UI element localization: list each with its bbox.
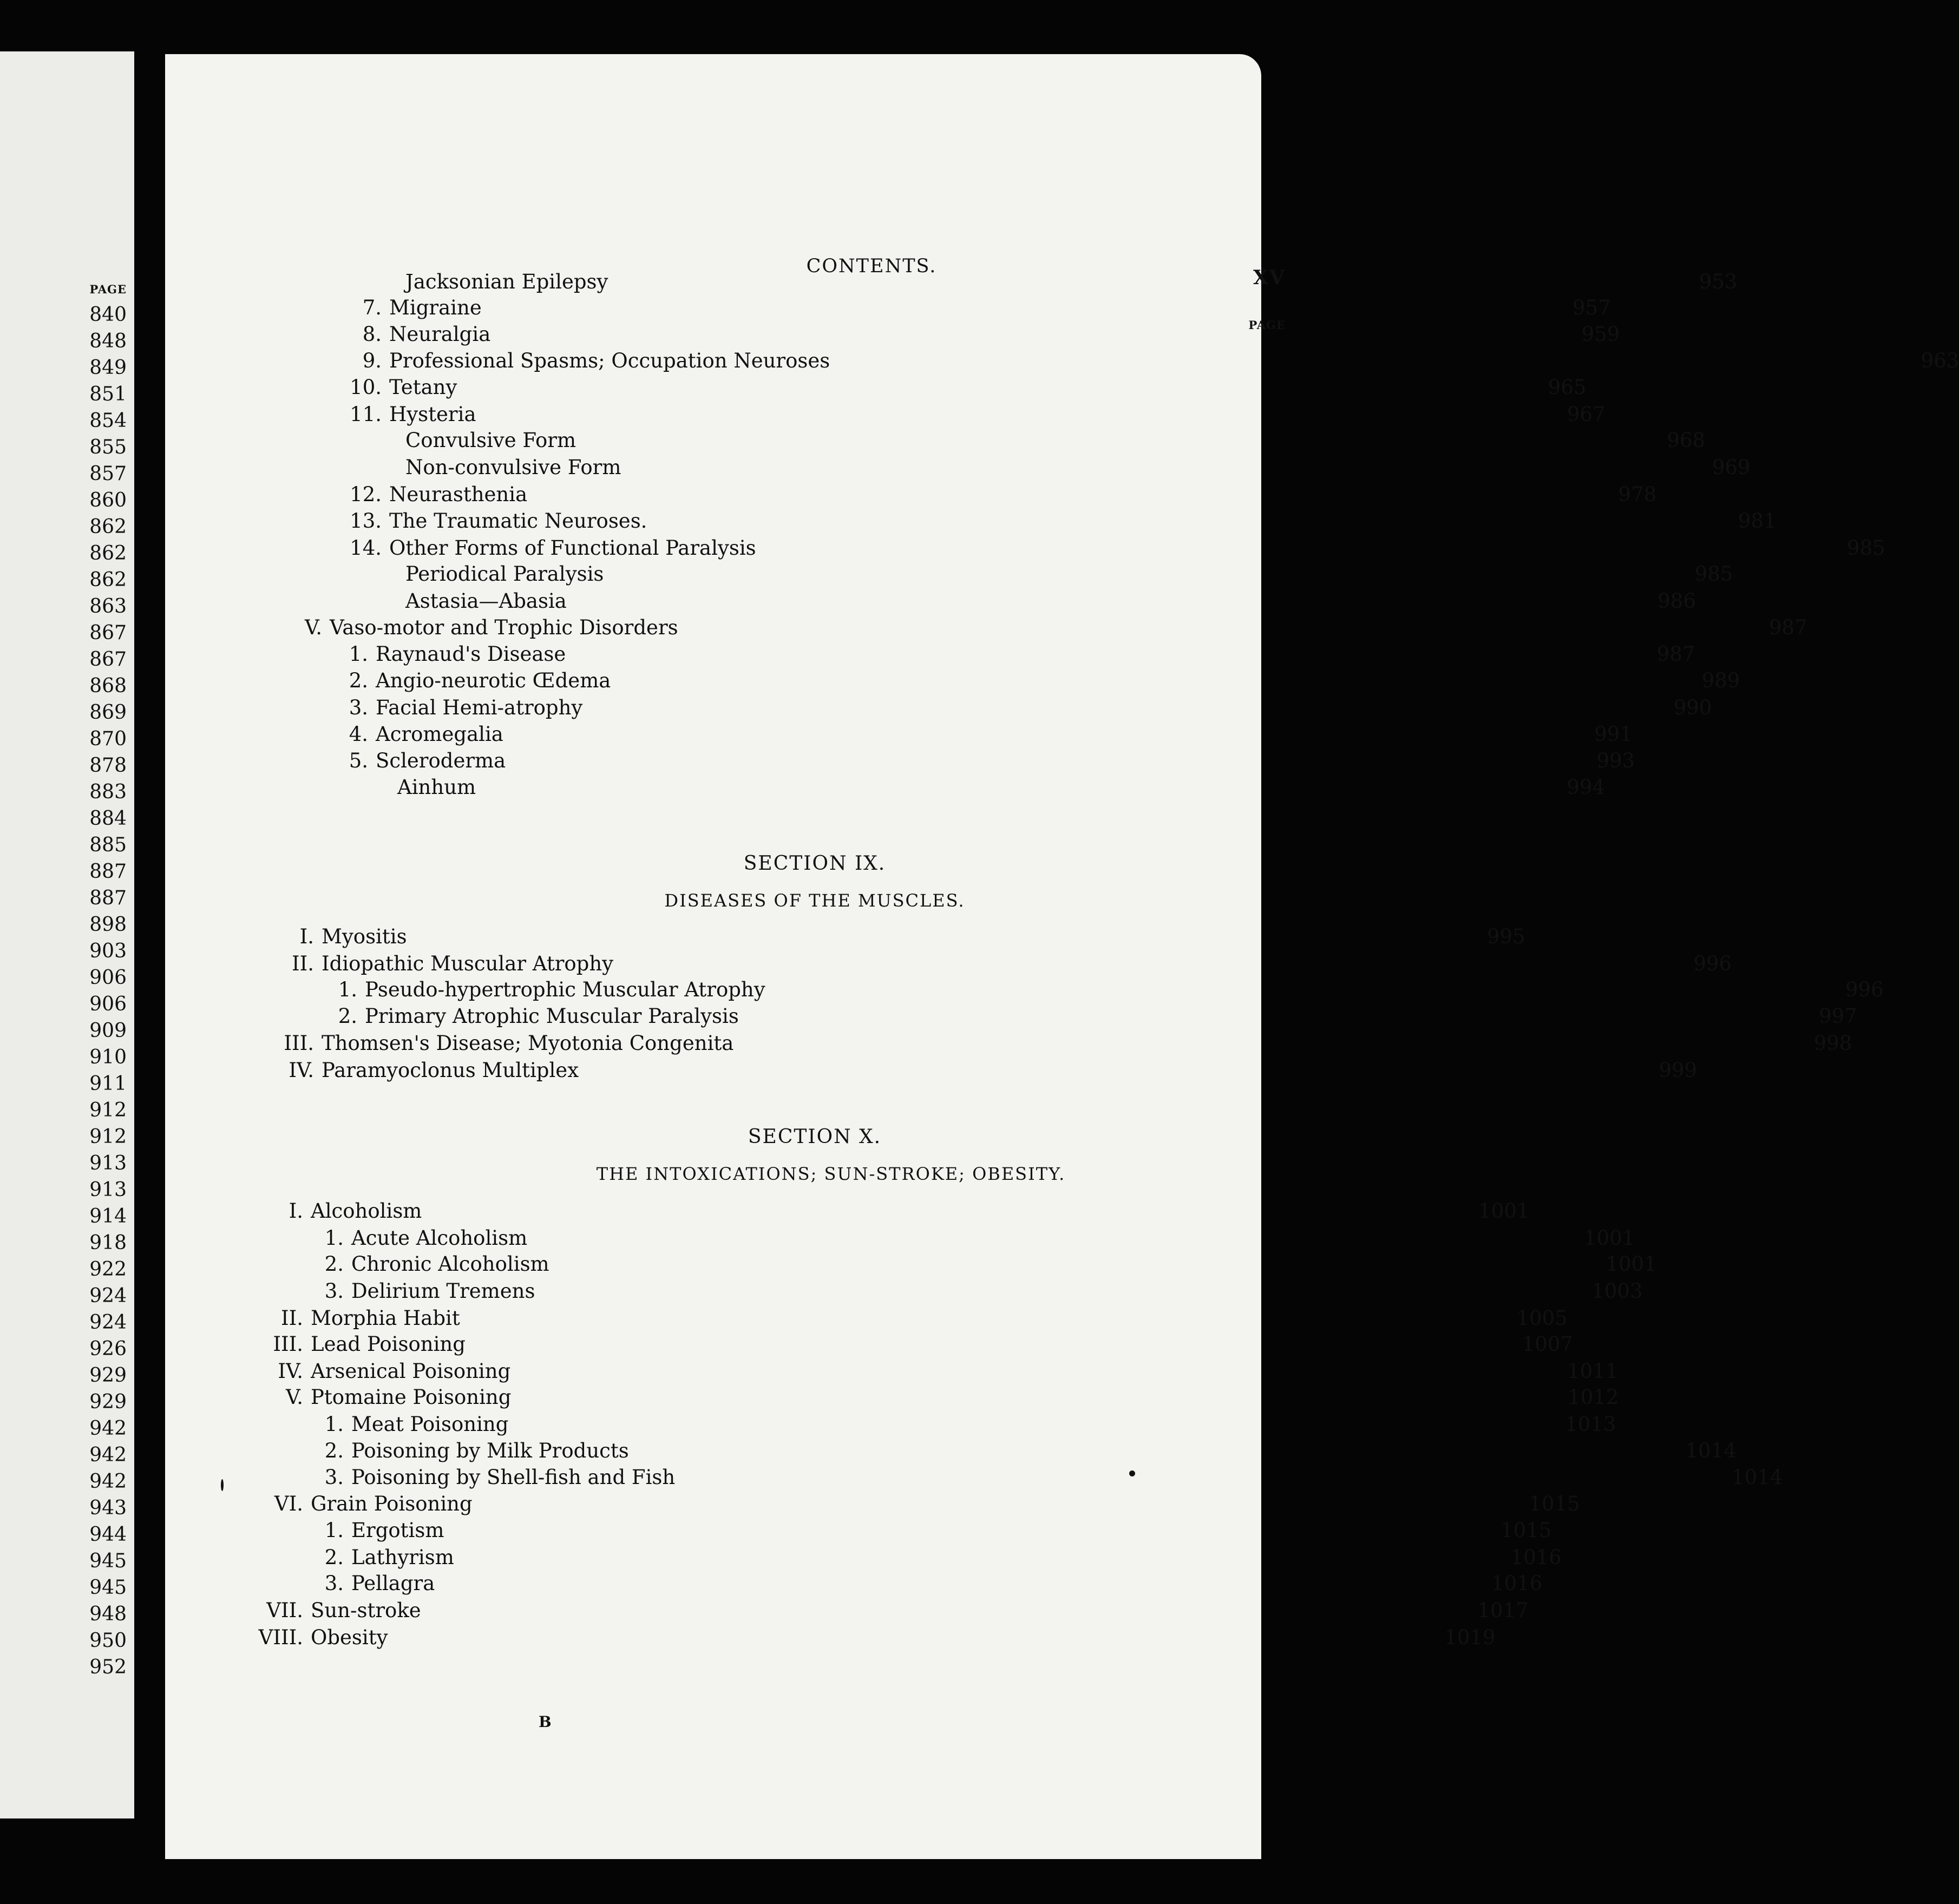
toc-entry-page: 1001 [1478, 1199, 1530, 1223]
toc-entry-title: Astasia—Abasia [405, 589, 567, 613]
left-page-number: 878 [89, 754, 127, 777]
toc-entry [290, 614, 1807, 639]
left-page-number-column [18, 278, 127, 1680]
toc-entry [311, 1250, 1657, 1276]
left-page-number: 909 [89, 1020, 127, 1042]
toc-entry-page: 997 [1819, 1004, 1857, 1028]
toc-entry-title: Alcoholism [311, 1199, 422, 1223]
left-page-number: 914 [89, 1205, 127, 1227]
toc-entry [333, 507, 1777, 533]
page-folio: XV [1253, 266, 1286, 289]
toc-entry [233, 1597, 1529, 1622]
toc-entry-page: 1011 [1567, 1360, 1619, 1383]
toc-entry [233, 1357, 1619, 1383]
toc-entry-page: 1001 [1584, 1226, 1635, 1250]
left-page-number: 912 [89, 1126, 127, 1148]
toc-entry-page: 1003 [1591, 1279, 1643, 1303]
toc-entry-title: Raynaud's Disease [376, 642, 566, 666]
toc-entry-title: Acromegalia [376, 723, 503, 746]
left-page-number: 883 [89, 781, 127, 803]
toc-entry-number: 9. [362, 349, 382, 372]
toc-entry-page: 963 [1921, 349, 1959, 372]
toc-entry-number: 7. [362, 296, 382, 319]
left-page-number: 867 [89, 648, 127, 671]
toc-entry [311, 1516, 1552, 1542]
toc-entry [333, 347, 1959, 372]
printer-signature-mark: B [539, 1713, 552, 1731]
toc-entry-number: VI. [274, 1492, 303, 1515]
toc-entry-title: The Traumatic Neuroses. [389, 509, 647, 533]
toc-entry [311, 1463, 1783, 1489]
toc-entry-number: V. [285, 1386, 303, 1409]
toc-entry-title: Jacksonian Epilepsy [405, 270, 608, 293]
toc-entry-page: 1016 [1491, 1572, 1543, 1595]
left-page-number: 950 [89, 1630, 127, 1652]
toc-entry [311, 1570, 1543, 1595]
toc-entry-page: 985 [1847, 536, 1885, 560]
toc-entry-title: Delirium Tremens [351, 1279, 535, 1303]
toc-entry [254, 1029, 1852, 1055]
left-page-number: 870 [89, 728, 127, 750]
left-page-number: 912 [89, 1099, 127, 1121]
section-subheading: THE INTOXICATIONS; SUN-STROKE; OBESITY. [596, 1164, 1066, 1184]
running-head: CONTENTS. [806, 255, 937, 277]
left-page-number: 924 [89, 1311, 127, 1334]
left-page-number: 862 [89, 569, 127, 591]
toc-entry [311, 1277, 1643, 1303]
toc-entry [336, 720, 1633, 746]
toc-entry [333, 320, 1620, 346]
toc-entry-title: Meat Poisoning [351, 1413, 509, 1436]
toc-entry-title: Migraine [389, 296, 482, 319]
toc-entry-page: 968 [1667, 429, 1706, 452]
left-page-number: 887 [89, 887, 127, 909]
toc-entry-title: Primary Atrophic Muscular Paralysis [365, 1004, 739, 1028]
toc-entry-title: Non-convulsive Form [405, 456, 621, 479]
toc-entry-title: Ptomaine Poisoning [311, 1386, 512, 1409]
left-page-number: 867 [89, 622, 127, 644]
toc-entry-title: Tetany [389, 376, 457, 399]
toc-entry-title: Neuralgia [389, 323, 491, 346]
toc-entry [333, 268, 1738, 293]
toc-entry-title: Ainhum [397, 776, 476, 799]
toc-entry [333, 294, 1611, 319]
toc-entry-title: Facial Hemi-atrophy [376, 696, 583, 719]
toc-entry [333, 481, 1657, 506]
left-page-number: 948 [89, 1603, 127, 1625]
toc-entry-title: Chronic Alcoholism [351, 1252, 549, 1276]
toc-entry-page: 990 [1673, 696, 1712, 719]
toc-entry-number: III. [273, 1332, 303, 1356]
left-page-number: 910 [89, 1046, 127, 1068]
left-page-number: 924 [89, 1285, 127, 1307]
toc-entry-number: 5. [349, 749, 368, 772]
toc-entry-title: Morphia Habit [311, 1306, 460, 1330]
toc-entry-number: 2. [349, 669, 368, 692]
toc-entry-page: 999 [1659, 1059, 1698, 1082]
toc-entry-page: 1001 [1606, 1252, 1657, 1276]
left-page-number: 913 [89, 1152, 127, 1174]
toc-entry-title: Neurasthenia [389, 483, 528, 506]
left-page-number: 885 [89, 834, 127, 856]
toc-entry-number: I. [289, 1199, 303, 1223]
toc-entry-title: Lathyrism [351, 1546, 454, 1569]
toc-entry-number: 11. [350, 403, 382, 426]
toc-entry-number: 14. [350, 536, 382, 560]
toc-entry-page: 986 [1657, 589, 1696, 613]
left-page-number: 942 [89, 1470, 127, 1493]
toc-entry-page: 969 [1712, 456, 1751, 479]
toc-entry-page: 995 [1486, 925, 1525, 948]
left-page-number: 863 [89, 595, 127, 618]
toc-entry-number: 3. [324, 1466, 344, 1489]
left-page-number: 857 [89, 463, 127, 485]
toc-entry-page: 1019 [1444, 1626, 1496, 1649]
toc-entry-page: 996 [1693, 952, 1732, 975]
toc-entry-page: 967 [1567, 403, 1606, 426]
toc-entry-page: 1017 [1477, 1599, 1529, 1622]
scan-speck [1129, 1470, 1135, 1476]
toc-entry-page: 991 [1594, 723, 1633, 746]
left-page-number: 929 [89, 1391, 127, 1413]
toc-entry-number: 13. [350, 509, 382, 533]
toc-entry-title: Paramyoclonus Multiplex [322, 1059, 579, 1082]
toc-entry-number: 4. [349, 723, 368, 746]
toc-entry-number: 12. [350, 483, 382, 506]
toc-entry [233, 1624, 1496, 1649]
left-page-number: 903 [89, 940, 127, 962]
toc-entry-page: 985 [1694, 562, 1733, 586]
toc-entry-page: 994 [1567, 776, 1606, 799]
toc-entry-number: IV. [278, 1360, 303, 1383]
left-page-number: 913 [89, 1179, 127, 1201]
toc-entry-title: Periodical Paralysis [405, 562, 604, 586]
toc-entry-title: Vaso-motor and Trophic Disorders [330, 616, 678, 639]
toc-entry-number: II. [292, 952, 314, 975]
toc-entry-title: Convulsive Form [405, 429, 576, 452]
toc-entry-number: 3. [324, 1572, 344, 1595]
left-page-number: 854 [89, 410, 127, 432]
toc-entry-number: 2. [324, 1252, 344, 1276]
left-page-number: 906 [89, 967, 127, 989]
left-page-number: 943 [89, 1497, 127, 1519]
toc-entry [233, 1490, 1580, 1515]
toc-entry [333, 426, 1706, 452]
section-heading: SECTION X. [748, 1126, 882, 1148]
toc-entry-number: 1. [324, 1226, 344, 1250]
left-page-number: 860 [89, 489, 127, 511]
toc-entry-page: 993 [1596, 749, 1635, 772]
left-page-number: 869 [89, 701, 127, 724]
toc-entry [311, 1544, 1562, 1569]
left-page-number: 862 [89, 516, 127, 538]
toc-entry [254, 923, 1525, 948]
left-page-number: 942 [89, 1444, 127, 1466]
toc-entry [311, 1437, 1737, 1462]
left-page-number: 906 [89, 993, 127, 1015]
toc-entry-title: Hysteria [389, 403, 476, 426]
toc-entry-number: IV. [289, 1059, 314, 1082]
toc-entry-number: 1. [338, 978, 357, 1001]
toc-entry-title: Pseudo-hypertrophic Muscular Atrophy [365, 978, 765, 1001]
left-page-number: 911 [89, 1073, 127, 1095]
toc-entry-title: Angio-neurotic Œdema [376, 669, 611, 692]
toc-entry-number: 8. [362, 323, 382, 346]
left-page-number: 926 [89, 1338, 127, 1360]
toc-entry-page: 953 [1699, 270, 1738, 293]
toc-entry [233, 1197, 1530, 1223]
left-page-number: 887 [89, 861, 127, 883]
toc-entry-title: Idiopathic Muscular Atrophy [322, 952, 614, 975]
toc-entry-page: 959 [1581, 323, 1620, 346]
section-subheading: DISEASES OF THE MUSCLES. [664, 890, 965, 911]
toc-entry-number: I. [299, 925, 314, 948]
left-page-number-list [18, 301, 127, 1680]
left-page-number: 849 [89, 357, 127, 379]
toc-entry [333, 534, 1885, 560]
toc-entry-page: 989 [1701, 669, 1740, 692]
toc-entry [336, 747, 1635, 772]
toc-entry [333, 454, 1751, 479]
toc-entry-number: 2. [324, 1439, 344, 1462]
toc-entry-page: 957 [1573, 296, 1611, 319]
toc-entry-number: VII. [266, 1599, 303, 1622]
toc-entry [325, 1002, 1857, 1028]
toc-entry-page: 987 [1656, 642, 1695, 666]
toc-entry-title: Scleroderma [376, 749, 506, 772]
toc-entry-page: 1015 [1529, 1492, 1580, 1515]
toc-entry [333, 773, 1606, 799]
toc-entry [311, 1410, 1616, 1436]
scan-speck [221, 1479, 224, 1491]
toc-entry-number: 1. [349, 642, 368, 666]
toc-entry [333, 587, 1696, 613]
toc-entry-title: Poisoning by Shell-fish and Fish [351, 1466, 676, 1489]
toc-entry [233, 1304, 1568, 1330]
toc-entry-title: Sun-stroke [311, 1599, 421, 1622]
left-page-fragment [0, 51, 134, 1818]
toc-entry-page: 996 [1845, 978, 1884, 1001]
toc-entry-number: 1. [324, 1519, 344, 1542]
left-page-number: 848 [89, 330, 127, 352]
left-page-number: 944 [89, 1524, 127, 1546]
toc-entry-page: 1007 [1522, 1332, 1573, 1356]
left-page-number: 942 [89, 1417, 127, 1440]
contents-page [165, 54, 1959, 1859]
toc-entry [333, 560, 1733, 586]
toc-entry [336, 640, 1695, 666]
toc-entry-title: Lead Poisoning [311, 1332, 466, 1356]
toc-entry-title: Poisoning by Milk Products [351, 1439, 629, 1462]
toc-entry-number: 10. [350, 376, 382, 399]
toc-entry-page: 1015 [1501, 1519, 1552, 1542]
toc-entry-title: Thomsen's Disease; Myotonia Congenita [322, 1032, 734, 1055]
toc-entry [254, 1056, 1698, 1082]
left-page-number: 840 [89, 304, 127, 326]
toc-entry-title: Grain Poisoning [311, 1492, 473, 1515]
left-page-number: 922 [89, 1258, 127, 1281]
toc-entry-title: Acute Alcoholism [351, 1226, 528, 1250]
toc-entry-page: 1005 [1516, 1306, 1568, 1330]
left-page-number: 945 [89, 1550, 127, 1572]
toc-entry [254, 950, 1732, 975]
toc-entry [336, 694, 1712, 719]
toc-entry-title: Ergotism [351, 1519, 444, 1542]
left-page-number: 868 [89, 675, 127, 697]
left-page-number: 918 [89, 1232, 127, 1254]
toc-entry-number: 2. [338, 1004, 357, 1028]
left-page-number: 851 [89, 383, 127, 405]
toc-entry-number: V. [304, 616, 322, 639]
toc-entry-page: 978 [1618, 483, 1657, 506]
toc-entry-title: Pellagra [351, 1572, 435, 1595]
toc-entry [325, 976, 1884, 1001]
toc-entry-number: 2. [324, 1546, 344, 1569]
toc-entry-page: 981 [1738, 509, 1777, 533]
toc-entry-number: 1. [324, 1413, 344, 1436]
section-heading: SECTION IX. [743, 852, 886, 875]
toc-entry-page: 987 [1769, 616, 1807, 639]
toc-entry-title: Myositis [322, 925, 407, 948]
toc-entry-page: 1012 [1568, 1386, 1619, 1409]
toc-entry [233, 1383, 1619, 1409]
toc-entry [336, 667, 1740, 692]
toc-entry-number: 3. [349, 696, 368, 719]
toc-entry [311, 1224, 1635, 1250]
left-page-column-label: PAGE [89, 283, 127, 296]
left-page-number: 898 [89, 914, 127, 936]
left-page-number: 929 [89, 1364, 127, 1387]
page-column-label: PAGE [1248, 318, 1286, 332]
toc-entry-page: 1016 [1510, 1546, 1562, 1569]
left-page-number: 855 [89, 436, 127, 458]
toc-entry-page: 1014 [1685, 1439, 1737, 1462]
toc-entry-title: Arsenical Poisoning [311, 1360, 511, 1383]
toc-entry-title: Other Forms of Functional Paralysis [389, 536, 756, 560]
toc-entry-page: 965 [1548, 376, 1587, 399]
toc-entry-title: Professional Spasms; Occupation Neuroses [389, 349, 830, 372]
toc-entry-page: 1013 [1565, 1413, 1616, 1436]
toc-entry [333, 401, 1606, 426]
toc-entry-number: II. [281, 1306, 303, 1330]
toc-entry-title: Obesity [311, 1626, 388, 1649]
toc-entry-number: III. [284, 1032, 314, 1055]
toc-entry-number: VIII. [258, 1626, 303, 1649]
left-page-number: 945 [89, 1577, 127, 1599]
toc-entry [233, 1330, 1573, 1356]
toc-entry-number: 3. [324, 1279, 344, 1303]
left-page-number: 952 [89, 1656, 127, 1678]
left-page-number: 862 [89, 542, 127, 564]
toc-entry-page: 1014 [1732, 1466, 1783, 1489]
toc-entry-page: 998 [1813, 1032, 1852, 1055]
toc-entry [333, 373, 1587, 399]
left-page-number: 884 [89, 807, 127, 830]
